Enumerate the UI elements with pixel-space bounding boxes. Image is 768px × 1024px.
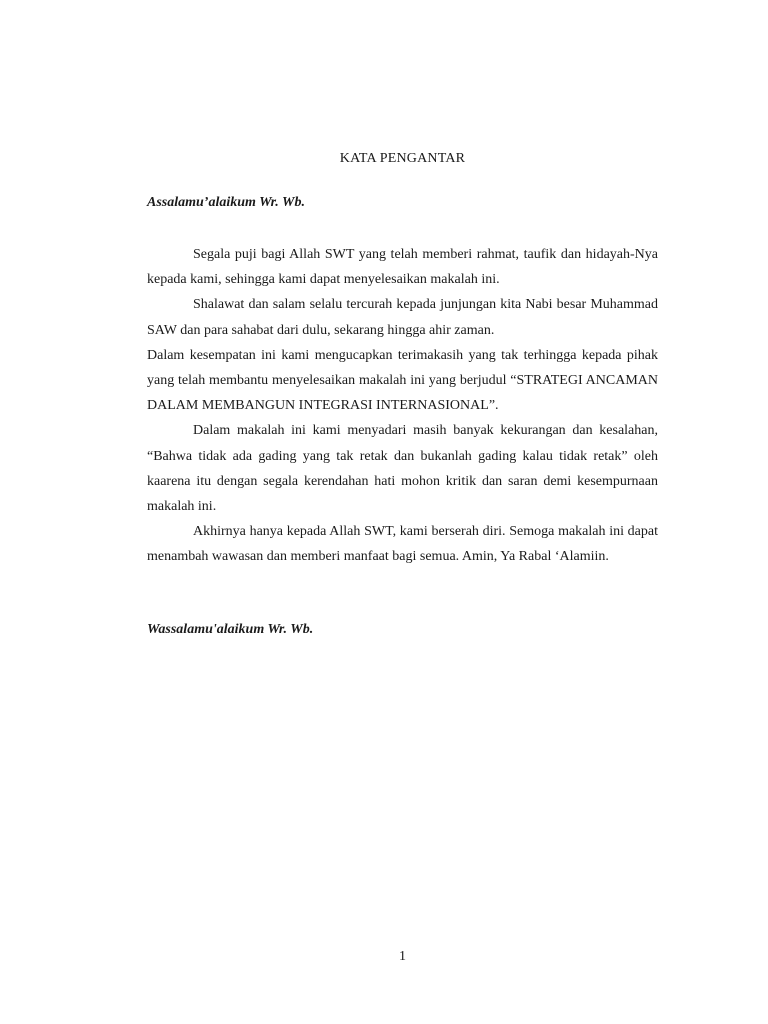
- paragraph-shortcomings: Dalam makalah ini kami menyadari masih banyak kekurangan dan kesalahan, “Bahwa tidak ada gading yang tak retak dan bukanlah gading kalau tidak retak” oleh kaarena itu dengan segala kerendahan hati mohon kritik dan saran demi kesempurnaan makalah ini.: [147, 423, 658, 515]
- paragraph-closing: Akhirnya hanya kepada Allah SWT, kami berserah diri. Semoga makalah ini dapat menambah wawasan dan memberi manfaat bagi semua. Amin, Ya Rabal ‘Alamiin.: [147, 524, 658, 565]
- paragraph-shalawat: Shalawat dan salam selalu tercurah kepada junjungan kita Nabi besar Muhammad SAW dan para sahabat dari dulu, sekarang hingga ahir zaman.: [147, 297, 658, 338]
- page-title: KATA PENGANTAR: [339, 151, 466, 166]
- page-number: 1: [399, 949, 406, 964]
- paragraph-praise: Segala puji bagi Allah SWT yang telah memberi rahmat, taufik dan hidayah-Nya kepada kami, sehingga kami dapat menyelesaikan makalah ini.: [147, 247, 658, 288]
- paragraph-thanks: Dalam kesempatan ini kami mengucapkan terimakasih yang tak terhingga kepada pihak yang telah membantu menyelesaikan makalah ini yang berjudul “STRATEGI ANCAMAN DALAM MEMBANGUN INTEGRASI INTERNASIONAL”.: [147, 347, 658, 414]
- opening-greeting: Assalamu’alaikum Wr. Wb.: [147, 195, 305, 210]
- closing-greeting: Wassalamu'alaikum Wr. Wb.: [147, 622, 314, 637]
- body-text: [147, 242, 658, 570]
